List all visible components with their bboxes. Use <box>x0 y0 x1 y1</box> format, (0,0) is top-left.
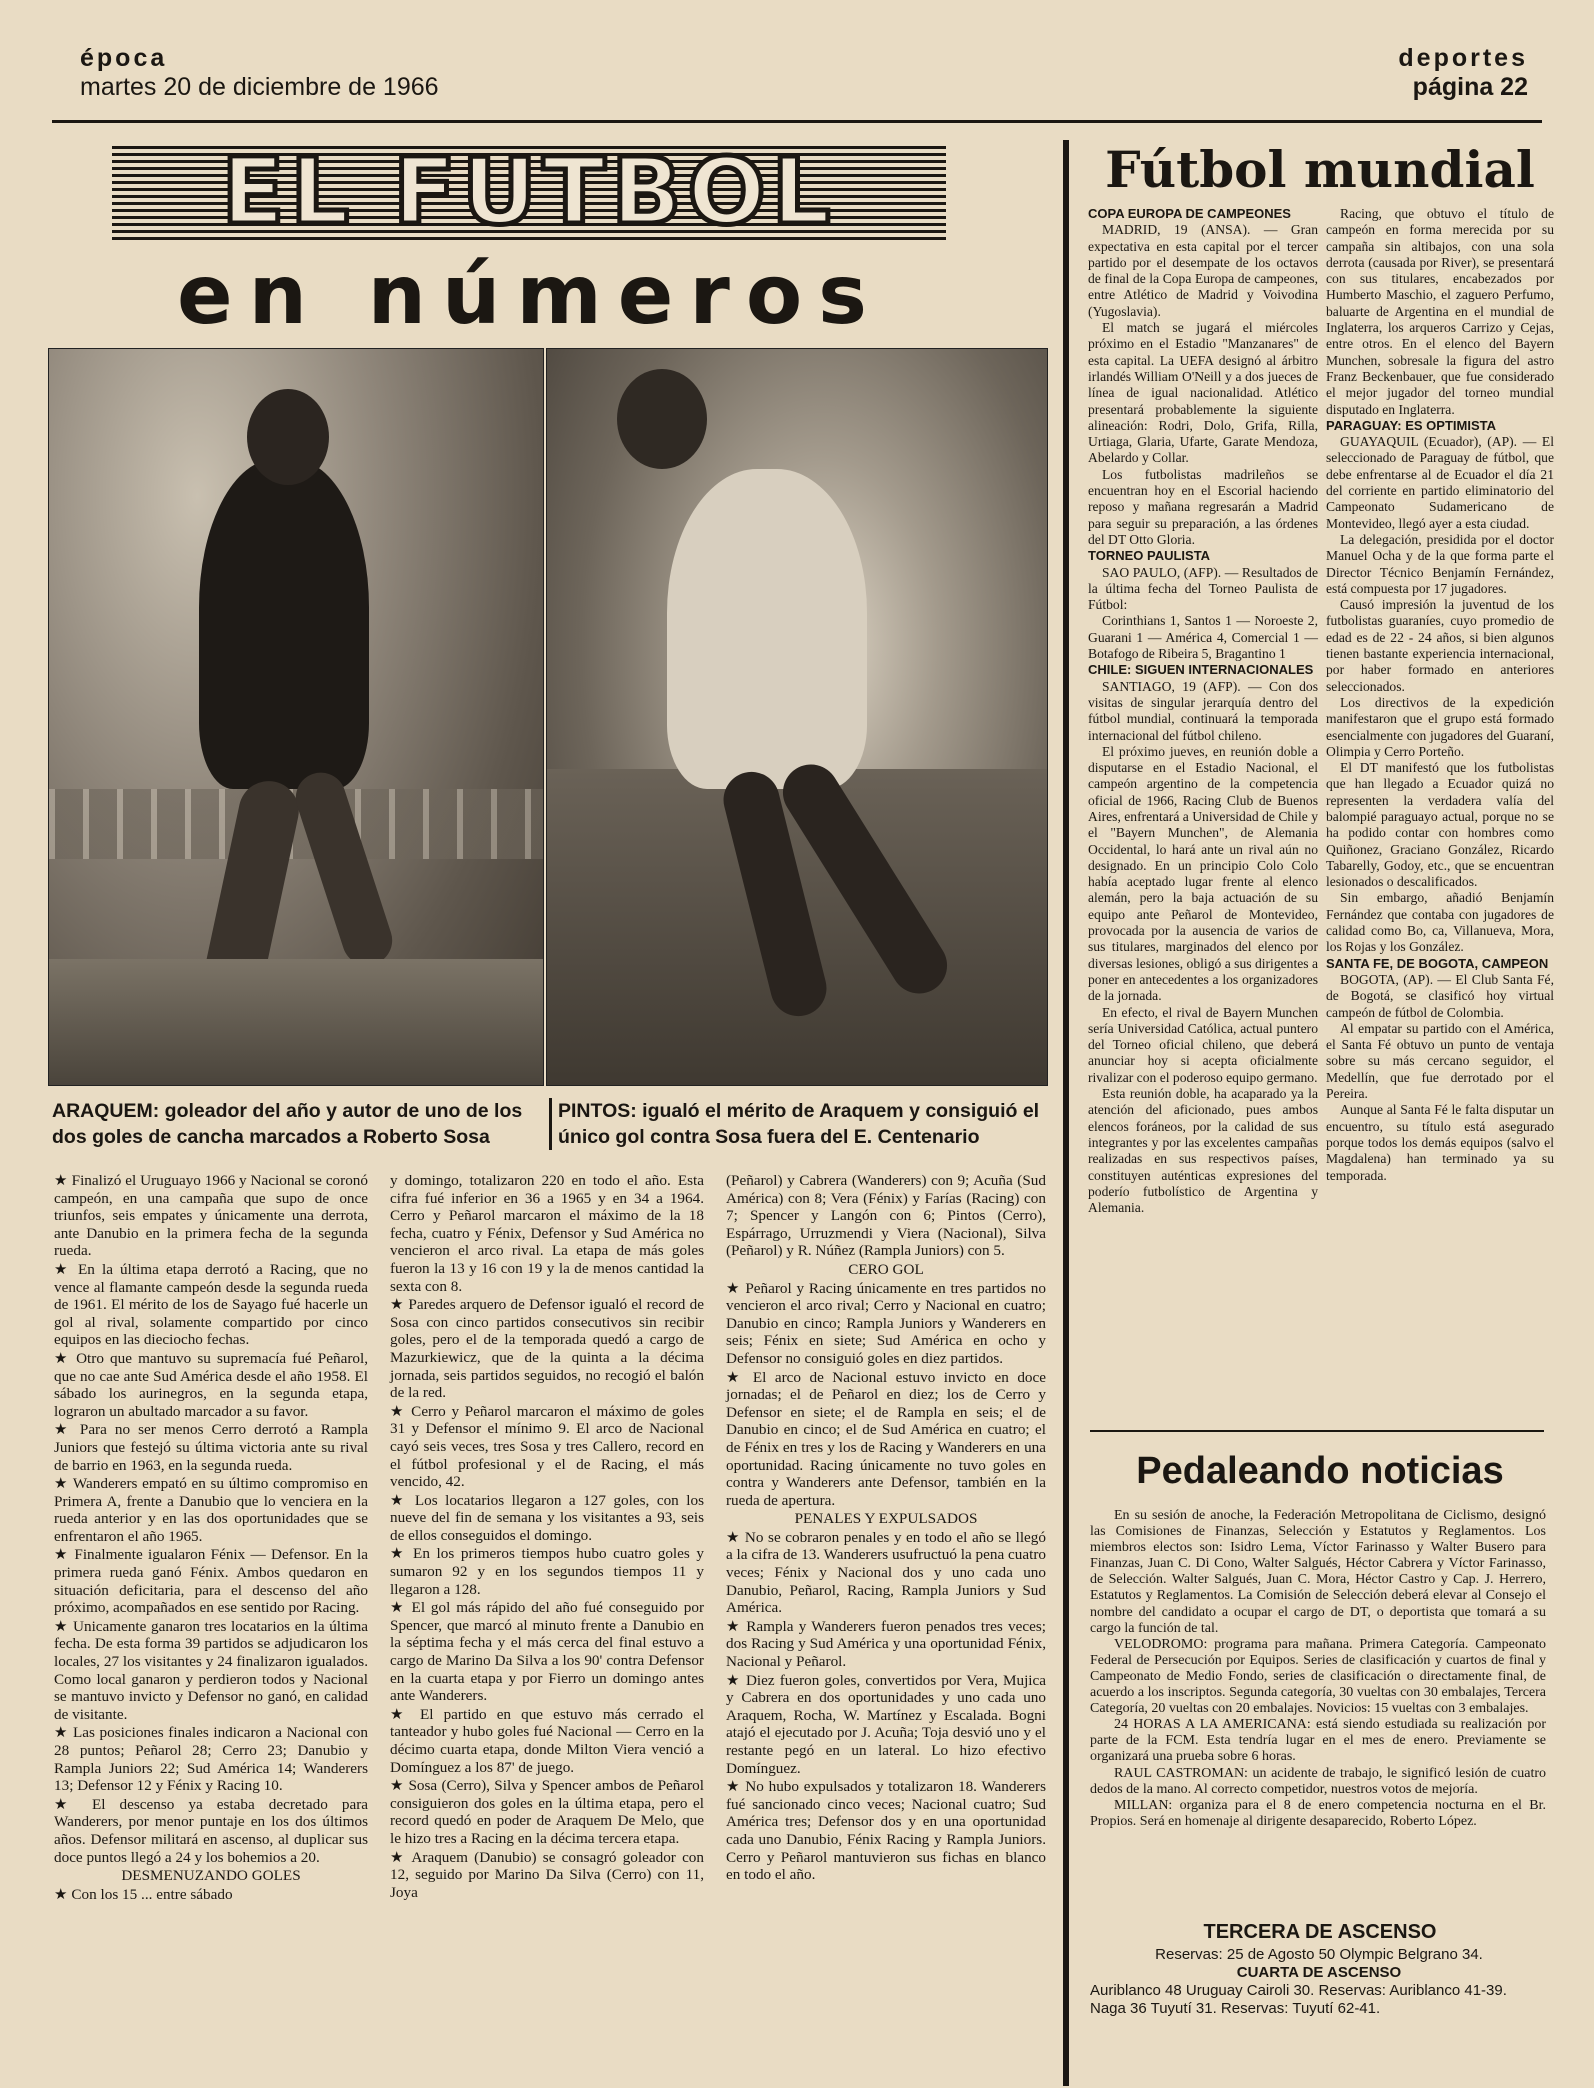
tercera-title: TERCERA DE ASCENSO <box>1203 1921 1437 1943</box>
masthead-right <box>1128 44 1528 102</box>
news-item: ★ El partido en que estuvo más cerrado el tanteador y hubo goles fué Nacional — Cerro en la décimo cuarta etapa, donde Milton Viera venció a Domínguez a los 87' de juego. <box>390 1705 704 1776</box>
mundial-paragraph: Causó impresión la juventud de los futbolistas guaraníes, cuyo promedio de edad es de 22 - 24 años, si bien algunos tienen bastante experiencia internacional, por haber formado en anteriores seleccionados. <box>1326 597 1554 694</box>
pedal-item: RAUL CASTROMAN: un acidente de trabajo, le significó lesión de cuatro dedos de la mano. Al correcto competidor, nuestros votos de mejoría. <box>1090 1765 1546 1797</box>
mundial-title: Fútbol mundial <box>1105 140 1535 199</box>
mundial-paragraph: La delegación, presidida por el doctor Manuel Ocha y de la que forma parte el Director Técnico Benjamín Fernández, está compuesta por 17 jugadores. <box>1326 531 1554 596</box>
news-item: (Peñarol) y Cabrera (Wanderers) con 9; Acuña (Sud América) con 8; Vera (Fénix) y Farías (Racing) con 7; Spencer y Langón con 6; Pintos (Cerro), Espárrago, Urruzmendi y Viera (Nacional), Silva (Peñarol) y R. Núñez (Rampla Juniors) con 5. <box>726 1172 1046 1260</box>
mundial-paragraph: GUAYAQUIL (Ecuador), (AP). — El seleccionado de Paraguay de fútbol, que debe enfrentarse al de Ecuador el día 21 del corriente en partido eliminatorio del Campeonato Sudamericano de Montevideo, llegó ayer a esta ciudad. <box>1326 434 1554 531</box>
mundial-paragraph: Corinthians 1, Santos 1 — Noroeste 2, Guarani 1 — América 4, Comercial 1 — Botafogo de Ribeira 5, Bragantino 1 <box>1088 613 1318 662</box>
mundial-paragraph: MADRID, 19 (ANSA). — Gran expectativa en esta capital por el tercer partido por el desempate de los octavos de final de la Copa Europa de campeones, entre Atlético de Madrid y Voivodina (Yugoslavia). <box>1088 222 1318 319</box>
news-item: ★ Diez fueron goles, convertidos por Vera, Mujica y Cabrera en dos oportunidades y uno cada uno Araquem, Rocha, W. Martínez y Escalada. Bogni atajó el ejecutado por J. Acuña; Toja desvió uno y el restante pegó en un lateral. Lo hizo efectivo Domínguez. <box>726 1671 1046 1777</box>
masthead-rule <box>52 120 1542 123</box>
news-item: ★ Rampla y Wanderers fueron penados tres veces; dos Racing y Sud América y una oportunidad Fénix, Nacional y Peñarol. <box>726 1617 1046 1671</box>
mundial-paragraph: Al empatar su partido con el América, el Santa Fé obtuvo un punto de ventaja sobre su más cercano seguidor, el Medellín, que fue derrotado por el Pereira. <box>1326 1020 1554 1102</box>
mundial-column-b <box>1326 206 1554 1184</box>
news-item: ★ Otro que mantuvo su supremacía fué Peñarol, que no cae ante Sud América desde el año 1958. El sábado los aurinegros, en la segunda etapa, lograron un abultado marcador a su favor. <box>54 1349 368 1420</box>
page-number: página 22 <box>1412 73 1528 101</box>
mundial-subhead: SANTA FE, DE BOGOTA, CAMPEON <box>1326 955 1549 971</box>
subhead: PENALES Y EXPULSADOS <box>794 1510 978 1528</box>
subhead: DESMENUZANDO GOLES <box>121 1867 301 1885</box>
caption-right: PINTOS: igualó el mérito de Araquem y consiguió el único gol contra Sosa fuera del E. Centenario <box>558 1100 1040 1148</box>
news-item: ★ Finalmente igualaron Fénix — Defensor. En la primera rueda ganó Fénix. Ambos quedaron en situación deficitaria, para el descenso del año próximo, acompañados en ese sentido por Racing. <box>54 1546 368 1617</box>
section-divider <box>1063 140 1069 2086</box>
tercera-block <box>1090 1946 1548 2018</box>
body-column-1 <box>54 1172 368 1904</box>
headline-main: EL FUTBOL <box>221 138 837 245</box>
body-column-2 <box>390 1172 704 1902</box>
cuarta-line: Naga 36 Tuyutí 31. Reservas: Tuyutí 62-41. <box>1090 2000 1381 2017</box>
mundial-paragraph: El próximo jueves, en reunión doble a disputarse en el Estadio Nacional, el campeón argentino de la competencia oficial de 1966, Racing Club de Buenos Aires, enfrentará a Universidad de Chile y el "Bayern Munchen", de Alemania Occidental, lo hará ante un rival aún no designado. En un principio Colo Colo había aceptado lugar frente al elenco alemán, pero la baja actuación de su equipo ante Peñarol de Montevideo, provocada por la ausencia de varios de sus titulares, marginados del elenco por diversas lesiones, obligó a sus dirigentes a poner en antecedentes a los organizadores de la jornada. <box>1088 743 1318 1004</box>
subhead: CERO GOL <box>848 1260 924 1278</box>
news-item: ★ Para no ser menos Cerro derrotó a Rampla Juniors que festejó su última victoria ante su rival de barrio en 1963, en la segunda rueda. <box>54 1421 368 1474</box>
masthead-left <box>80 44 580 102</box>
news-item: ★ No se cobraron penales y en todo el año se llegó a la cifra de 13. Wanderers usufructuó la pena cuatro veces; Fénix y Nacional dos y uno cada uno Danubio, Peñarol, Racing, Rampla Juniors y Sud América. <box>726 1528 1046 1617</box>
cuarta-title: CUARTA DE ASCENSO <box>1236 1964 1402 1981</box>
news-item: ★ Sosa (Cerro), Silva y Spencer ambos de Peñarol consiguieron dos goles en la última etapa, pero el record quedó en poder de Araquem De Melo, que le hizo tres a Racing en la décima tercera etapa. <box>390 1777 704 1847</box>
mundial-paragraph: Sin embargo, añadió Benjamín Fernández que contaba con jugadores de calidad como Bo, ca, Villanueva, Mora, los Rojas y los González. <box>1326 890 1554 955</box>
news-item: ★ No hubo expulsados y totalizaron 18. Wanderers fué sancionado cinco veces; Nacional cuatro; Sud América tres; Defensor dos y en una oportunidad cada uno Danubio, Fénix Racing y Rampla Juniors. Cerro y Peñarol mantuvieron sus fichas en blanco en todo el año. <box>726 1778 1046 1884</box>
player-head <box>617 369 707 469</box>
news-item: ★ El arco de Nacional estuvo invicto en doce jornadas; el de Peñarol en diez; los de Cerro y Defensor en siete; el de Rampla en seis; el de Danubio en cinco; el de Sud América en cuatro; el de Fénix en tres y los de Racing y Wanderers en una oportunidad. Racing únicamente no tuvo goles en contra y Wanderers ante Defensor, también en la rueda de apertura. <box>726 1368 1046 1509</box>
news-item: ★ El descenso ya estaba decretado para Wanderers, por menor puntaje en los dos últimos años. Defensor militará en ascenso, al duplicar sus doce puntos llegó a 24 y los bohemios a 20. <box>54 1795 368 1866</box>
news-item: ★ Unicamente ganaron tres locatarios en la última fecha. De esta forma 39 partidos se adjudicaron los locales, 27 los visitantes y 24 finalizaron igualados. Como local ganaron y perdieron todos y Nacional se mantuvo invicto y Defensor no ganó, en calidad de visitante. <box>54 1617 368 1723</box>
mundial-paragraph: Racing, que obtuvo el título de campeón en forma merecida por su campaña sin altibajos, con una sola derrota (causada por River), se presentará con sus titulares, encabezados por Humberto Maschio, el zaguero Perfumo, baluarte de Argentina en el mundial de Inglaterra, los arqueros Carrizo y Cejas, entre otros. En el elenco del Bayern Munchen, sobresale la figura del astro Franz Beckenbauer, que fue considerado el mejor jugador del torneo mundial disputado en Inglaterra. <box>1326 206 1554 417</box>
news-item: ★ Cerro y Peñarol marcaron el máximo de goles 31 y Defensor el mínimo 9. El arco de Nacional cayó seis veces, tres Sosa y tres Callero, record en el fútbol profesional y el de Racing, el más vencido, 42. <box>390 1402 704 1491</box>
mundial-subhead: TORNEO PAULISTA <box>1088 548 1211 564</box>
mundial-paragraph: El DT manifestó que los futbolistas que han llegado a Ecuador quizá no representen la verdadera valía del balompié paraguayo actual, porque no se ha podido contar con hombres como Quiñonez, Graciano González, Ricardo Tabarelly, Godoy, etc., que se encuentran lesionados o descalificados. <box>1326 760 1554 890</box>
pedal-column <box>1090 1508 1546 1830</box>
news-item: y domingo, totalizaron 220 en todo el año. Esta cifra fué inferior en 36 a 1965 y en 34 a 1964. Cerro y Peñarol marcaron el máximo de la 18 fecha, cuatro y Fénix, Defensor y Sud América no vencieron el arco rival. La etapa de más goles fueron la 13 y 16 con 19 y la de menos cantidad la sexta con 8. <box>390 1172 704 1295</box>
player-head <box>247 389 329 485</box>
pedal-title: Pedaleando noticias <box>1136 1450 1504 1492</box>
mundial-paragraph: Los futbolistas madrileños se encuentran hoy en el Escorial haciendo reposo y mañana regresarán a Madrid para seguir su preparación, a las órdenes del DT Otto Gloria. <box>1088 466 1318 547</box>
mundial-subhead: CHILE: SIGUEN INTERNACIONALES <box>1088 662 1314 678</box>
pedal-item: VELODROMO: programa para mañana. Primera Categoría. Campeonato Federal de Persecución por Equipos. Series de clasificación y cuartos de final y Campeonato de Medio Fondo, series de clasificación o directamente final, de acuerdo a los inscriptos. Segunda categoría, 30 vueltas con 30 embalajes, Tercera Categoría, 20 vueltas con 20 embalajes. Novicios: 15 vueltas con 3 embalajes. <box>1090 1636 1546 1717</box>
player-figure <box>667 469 867 789</box>
field-ground <box>49 959 543 1085</box>
mundial-paragraph: Los directivos de la expedición manifestaron que el grupo está formado esencialmente con jugadores del Guaraní, Olimpia y Cerro Porteño. <box>1326 694 1554 759</box>
paper-name: época <box>80 44 168 72</box>
caption-divider <box>549 1098 552 1150</box>
photo-araquem <box>48 348 544 1086</box>
player-figure <box>199 459 369 789</box>
news-item: ★ Con los 15 ... entre sábado <box>54 1885 233 1903</box>
issue-date: martes 20 de diciembre de 1966 <box>80 73 439 101</box>
cuarta-line: Auriblanco 48 Uruguay Cairoli 30. Reservas: Auriblanco 41-39. <box>1090 1982 1507 1999</box>
news-item: ★ Peñarol y Racing únicamente en tres partidos no vencieron el arco rival; Cerro y Nacional en cuatro; Danubio en cinco; Rampla Juniors y Wanderers en seis; Fénix en siete; Sud América en ocho y Defensor no consiguió goles en diez partidos. <box>726 1279 1046 1367</box>
news-item: ★ En los primeros tiempos hubo cuatro goles y sumaron 92 y en los segundos tiempos 11 y llegaron a 128. <box>390 1545 704 1598</box>
news-item: ★ El gol más rápido del año fué conseguido por Spencer, que marcó al minuto frente a Danubio en la séptima fecha y el más cerca del final estuvo a cargo de Marino Da Silva a los 90' contra Defensor en la cuarta etapa y por Fierro un domingo antes ante Wanderers. <box>390 1599 704 1705</box>
news-item: ★ Paredes arquero de Defensor igualó el record de Sosa con cinco partidos consecutivos sin recibir goles, pero el de la temporada quedó a cargo de Mazurkiewicz, que de la quinta a la décima jornada, seis partidos seguidos, no recogió el balón de la red. <box>390 1296 704 1402</box>
pedal-item: MILLAN: organiza para el 8 de enero competencia nocturna en el Br. Propios. Será en homenaje al dirigente desaparecido, Roberto López. <box>1090 1797 1546 1829</box>
body-column-3 <box>726 1172 1046 1885</box>
mundial-paragraph: Aunque al Santa Fé le falta disputar un encuentro, su título está asegurado porque todos los demás equipos (salvo el Magdalena) han terminado ya su temporada. <box>1326 1102 1554 1183</box>
mundial-column-a <box>1088 206 1318 1216</box>
mundial-subhead: COPA EUROPA DE CAMPEONES <box>1088 206 1291 221</box>
mundial-paragraph: BOGOTA, (AP). — El Club Santa Fé, de Bogotá, se clasificó hoy virtual campeón de fútbol de Colombia. <box>1326 971 1554 1020</box>
news-item: ★ Los locatarios llegaron a 127 goles, con los nueve del fin de semana y los visitantes a 93, seis de ellos conseguidos el domingo. <box>390 1491 704 1544</box>
mundial-paragraph: SAO PAULO, (AFP). — Resultados de la última fecha del Torneo Paulista de Fútbol: <box>1088 564 1318 613</box>
news-item: ★ En la última etapa derrotó a Racing, que no vence al flamante campeón desde la segunda rueda de 1961. El mérito de los de Sayago fué hacerle un gol al rival, solamente compartido por cinco equipos en las dieciocho fechas. <box>54 1260 368 1349</box>
mundial-paragraph: SANTIAGO, 19 (AFP). — Con dos visitas de singular jerarquía dentro del fútbol mundial, continuará la temporada internacional del fútbol chileno. <box>1088 678 1318 743</box>
pedal-item: En su sesión de anoche, la Federación Metropolitana de Ciclismo, designó las Comisiones de Finanzas, Selección y Estatutos y Reglamentos. Los miembros electos son: Isidro Lema, Víctor Farinasso y Walter Busero para Finanzas, Juan C. Di Cono, Walter Salgués, Héctor Cabrera y Víctor Farinasso, de Selección. Walter Salgués, Juan C. Mora, Héctor Castro y Cap. J. Herrero, Estatutos y Reglamentos. La Comisión de Selección deberá elevar al Consejo el nombre del candidato a ocupar el cargo de DT, o deportista que tomará a su cargo la función de tal. <box>1090 1508 1546 1636</box>
tercera-line: Reservas: 25 de Agosto 50 Olympic Belgrano 34. <box>1155 1946 1483 1963</box>
pedal-rule <box>1090 1430 1544 1432</box>
mundial-subhead: PARAGUAY: ES OPTIMISTA <box>1326 417 1496 433</box>
mundial-paragraph: El match se jugará el miércoles próximo en el Estadio "Manzanares" de esta capital. La UEFA designó al árbitro irlandés William O'Neill y a dos jueces de línea de igual nacionalidad. Atlético presentará probablemente la siguiente alineación: Rodri, Dolo, Grifa, Rilla, Urtiaga, Glaria, Ufarte, Garate Mendoza, Abelardo y Collar. <box>1088 320 1318 466</box>
section-name: deportes <box>1398 44 1528 72</box>
photo-pintos <box>546 348 1048 1086</box>
mundial-paragraph: Esta reunión doble, ha acaparado ya la atención del aficionado, pues ambos elencos foráneos, por la calidad de sus integrantes y por las excelentes campañas realizadas en sus respectivos países, constituyen auténticas expresiones del poderío futbolístico de Argentina y Alemania. <box>1088 1086 1318 1216</box>
news-item: ★ Wanderers empató en su último compromiso en Primera A, frente a Danubio que lo venciera en la rueda anterior y en las dos oportunidades que se enfrentaron el año 1965. <box>54 1475 368 1545</box>
mundial-paragraph: En efecto, el rival de Bayern Munchen sería Universidad Católica, actual puntero del Torneo oficial chileno, que deberá anunciar hoy si acepta oficialmente rivalizar con el poderoso equipo germano. <box>1088 1004 1318 1085</box>
caption-left: ARAQUEM: goleador del año y autor de uno de los dos goles de cancha marcados a Roberto Sosa <box>52 1100 523 1148</box>
news-item: ★ Las posiciones finales indicaron a Nacional con 28 puntos; Peñarol 28; Cerro 23; Danubio y Rampla Juniors 22; Sud América 14; Wanderers 13; Defensor 12 y Fénix y Racing 10. <box>54 1724 368 1795</box>
headline-sub: en números <box>177 248 883 343</box>
news-item: ★ Finalizó el Uruguayo 1966 y Nacional se coronó campeón, en una campaña que supo de once triunfos, seis empates y únicamente una derrota, ante Danubio en la primera fecha de la segunda rueda. <box>54 1172 368 1260</box>
news-item: ★ Araquem (Danubio) se consagró goleador con 12, seguido por Marino Da Silva (Cerro) con 11, Joya <box>390 1848 704 1901</box>
pedal-item: 24 HORAS A LA AMERICANA: está siendo estudiada su realización por parte de la FCM. Esta tendría lugar en el mes de enero. Previamente se organizará una prueba sobre 6 horas. <box>1090 1717 1546 1765</box>
